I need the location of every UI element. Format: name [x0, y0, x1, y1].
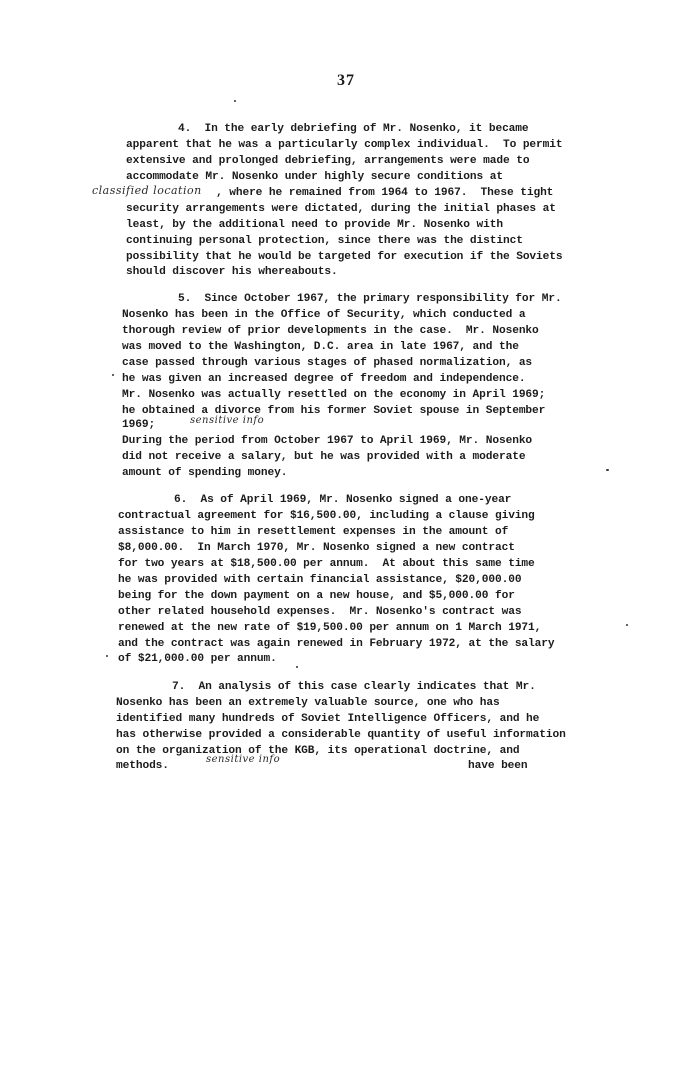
paragraph-4-line-3: extensive and prolonged debriefing, arrangements were made to — [126, 155, 530, 167]
paragraph-4-line-7: least, by the additional need to provide Mr. Nosenko with — [126, 219, 503, 231]
paragraph-6-line-10: and the contract was again renewed in February 1972, at the salary — [118, 638, 555, 650]
paragraph-6-line-11: of $21,000.00 per annum. — [118, 653, 277, 665]
paragraph-7-line-5: on the organization of the KGB, its operational doctrine, and — [116, 745, 520, 757]
paragraph-5-line-11: did not receive a salary, but he was provided with a moderate — [122, 451, 526, 463]
paragraph-5-line-8: he obtained a divorce from his former Soviet spouse in September — [122, 405, 546, 417]
paragraph-4-line-4: accommodate Mr. Nosenko under highly secure conditions at — [126, 171, 503, 183]
paragraph-7-line-4: has otherwise provided a considerable quantity of useful information — [116, 729, 566, 741]
scan-speck — [234, 100, 236, 102]
paragraph-6-line-5: for two years at $18,500.00 per annum. At about this same time — [118, 558, 535, 570]
handwritten-sensitive-info-1: sensitive info — [190, 415, 265, 426]
paragraph-5-line-12: amount of spending money. — [122, 467, 288, 479]
paragraph-4-line-8: continuing personal protection, since there was the distinct — [126, 235, 523, 247]
paragraph-5-line-2: Nosenko has been in the Office of Security, which conducted a — [122, 309, 526, 321]
paragraph-6-line-4: $8,000.00. In March 1970, Mr. Nosenko signed a new contract — [118, 542, 515, 554]
paragraph-4-line-1: 4. In the early debriefing of Mr. Nosenko, it became — [178, 123, 529, 135]
paragraph-6-line-7: being for the down payment on a new house, and $5,000.00 for — [118, 590, 515, 602]
paragraph-4-line-10: should discover his whereabouts. — [126, 266, 338, 278]
paragraph-4-line-5: , where he remained from 1964 to 1967. These tight — [216, 187, 554, 199]
handwritten-sensitive-info-2: sensitive info — [206, 754, 281, 765]
paragraph-5-line-10: During the period from October 1967 to April 1969, Mr. Nosenko — [122, 435, 533, 447]
paragraph-6-line-8: other related household expenses. Mr. Nosenko's contract was — [118, 606, 522, 618]
scan-speck — [112, 374, 114, 376]
paragraph-6-line-9: renewed at the new rate of $19,500.00 per annum on 1 March 1971, — [118, 622, 542, 634]
paragraph-5-line-3: thorough review of prior developments in the case. Mr. Nosenko — [122, 325, 539, 337]
paragraph-7-line-3: identified many hundreds of Soviet Intelligence Officers, and he — [116, 713, 540, 725]
paragraph-4-line-9: possibility that he would be targeted for execution if the Soviets — [126, 251, 563, 263]
paragraph-5-line-7: Mr. Nosenko was actually resettled on the economy in April 1969; — [122, 389, 546, 401]
page-number: 37 — [337, 72, 355, 89]
paragraph-7-line-1: 7. An analysis of this case clearly indicates that Mr. — [172, 681, 536, 693]
paragraph-6-line-6: he was provided with certain financial assistance, $20,000.00 — [118, 574, 522, 586]
paragraph-7-line-2: Nosenko has been an extremely valuable source, one who has — [116, 697, 500, 709]
paragraph-5-line-4: was moved to the Washington, D.C. area in late 1967, and the — [122, 341, 519, 353]
scan-speck — [106, 655, 108, 657]
scan-speck — [626, 624, 628, 626]
paragraph-4-line-2: apparent that he was a particularly complex individual. To permit — [126, 139, 563, 151]
paragraph-5-line-9: 1969; — [122, 419, 156, 431]
paragraph-5-line-5: case passed through various stages of phased normalization, as — [122, 357, 533, 369]
paragraph-5-line-1: 5. Since October 1967, the primary responsibility for Mr. — [178, 293, 562, 305]
scan-speck — [606, 469, 609, 471]
paragraph-6-line-2: contractual agreement for $16,500.00, including a clause giving — [118, 510, 535, 522]
paragraph-6-line-3: assistance to him in resettlement expenses in the amount of — [118, 526, 509, 538]
scan-speck — [296, 666, 298, 668]
paragraph-6-line-1: 6. As of April 1969, Mr. Nosenko signed a one-year — [174, 494, 512, 506]
paragraph-7-line-6: methods. — [116, 760, 169, 772]
paragraph-7-line-6-end: have been — [468, 760, 528, 772]
paragraph-5-line-6: he was given an increased degree of freedom and independence. — [122, 373, 526, 385]
handwritten-classified-location: classified location — [92, 184, 202, 197]
paragraph-4-line-6: security arrangements were dictated, during the initial phases at — [126, 203, 556, 215]
